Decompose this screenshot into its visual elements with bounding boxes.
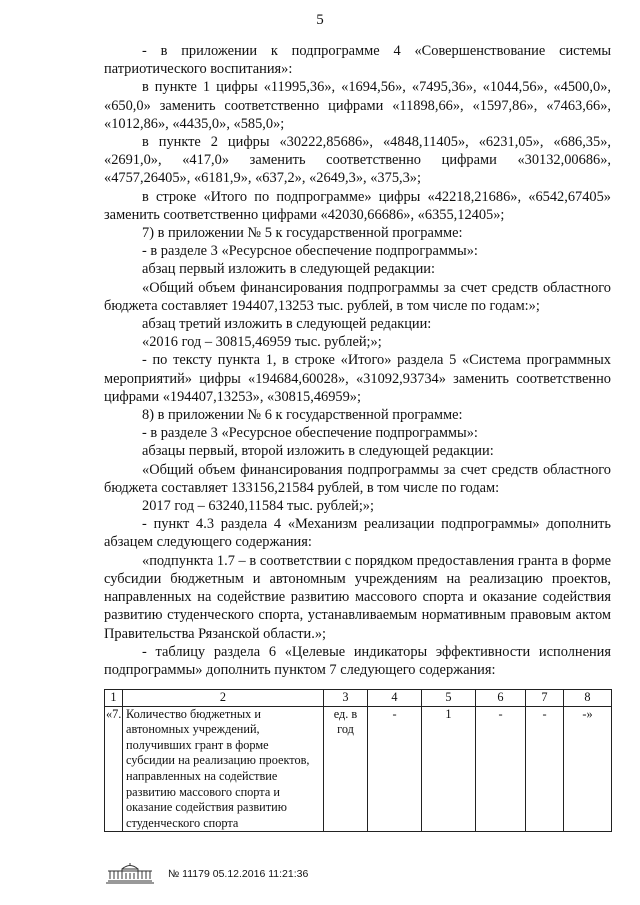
government-building-icon (104, 863, 156, 885)
paragraph: «2016 год – 30815,46959 тыс. рублей;»; (142, 334, 382, 351)
paragraph: - пункт 4.3 раздела 4 «Механизм реализации подпрограммы» дополнить абзацем следующего содержания: (104, 516, 611, 551)
paragraph: «Общий объем финансирования подпрограммы за счет средств областного бюджета составляет 133156,21584 рублей, в том числе по годам: (104, 461, 611, 496)
table-header-cell: 7 (526, 690, 564, 707)
footer (104, 862, 308, 886)
document-body (104, 42, 611, 679)
paragraph: в строке «Итого по подпрограмме» цифры «42218,21686», «6542,67405» заменить соответственно цифрами «42030,66686», «6355,12405»; (104, 188, 611, 223)
table-row (105, 706, 612, 832)
paragraph: - по тексту пункта 1, в строке «Итого» раздела 5 «Система программных мероприятий» цифры «194684,60028», «31092,93734» заменить соответственно цифрами «194407,13253», «30815,46959»; (104, 352, 611, 405)
paragraph: в пункте 1 цифры «11995,36», «1694,56», «7495,36», «1044,56», «4500,0», «650,0» заменить соответственно цифрами «11898,66», «1597,86», «7463,66», «1012,86», «4435,0», «585,0»; (104, 79, 611, 132)
value-cell: -» (564, 706, 612, 832)
table-header-cell: 6 (476, 690, 526, 707)
paragraph: - в разделе 3 «Ресурсное обеспечение подпрограммы»: (142, 425, 478, 442)
value-cell: - (476, 706, 526, 832)
paragraph: «Общий объем финансирования подпрограммы за счет средств областного бюджета составляет 194407,13253 тыс. рублей, в том числе по годам:»; (104, 279, 611, 314)
unit-cell: ед. в год (324, 706, 368, 832)
paragraph: 2017 год – 63240,11584 тыс. рублей;»; (142, 498, 375, 515)
table-header-cell: 2 (123, 690, 324, 707)
paragraph: «подпункта 1.7 – в соответствии с порядком предоставления гранта в форме субсидии бюджетным и автономным учреждениям на реализацию проектов, направленных на содействие развитию массового спорта и оказание содействия развитию студенческого спорта, устанавливаемым нормативным правовым актом Правительства Рязанской области.»; (104, 552, 611, 642)
paragraph: абзац третий изложить в следующей редакции: (142, 316, 432, 333)
paragraph: абзацы первый, второй изложить в следующей редакции: (142, 443, 494, 460)
table-header-row (105, 690, 612, 707)
registration-stamp: № 11179 05.12.2016 11:21:36 (168, 868, 309, 880)
value-cell: - (368, 706, 422, 832)
row-number-cell: «7. (105, 706, 123, 832)
table-header-cell: 3 (324, 690, 368, 707)
paragraph: абзац первый изложить в следующей редакции: (142, 261, 436, 278)
paragraph: - в разделе 3 «Ресурсное обеспечение подпрограммы»: (142, 243, 478, 260)
paragraph: в пункте 2 цифры «30222,85686», «4848,11405», «6231,05», «686,35», «2691,0», «417,0» заменить соответственно цифрами «30132,00686», «4757,26405», «6181,9», «637,2», «2649,3», «375,3»; (104, 134, 611, 187)
table-header-cell: 8 (564, 690, 612, 707)
table-header-cell: 4 (368, 690, 422, 707)
indicator-name-cell: Количество бюджетных и автономных учреждений, получивших грант в форме субсидии на реализацию проектов, направленных на содействие развитию массового спорта и оказание содействия развитию студенческого спорта (123, 706, 324, 832)
paragraph: - в приложении к подпрограмме 4 «Совершенствование системы патриотического воспитания»: (104, 43, 611, 78)
value-cell: - (526, 706, 564, 832)
table-header-cell: 1 (105, 690, 123, 707)
page-number: 5 (316, 12, 324, 28)
paragraph: 8) в приложении № 6 к государственной программе: (142, 407, 463, 424)
indicators-table (104, 689, 612, 832)
table-header-cell: 5 (422, 690, 476, 707)
paragraph: 7) в приложении № 5 к государственной программе: (142, 225, 463, 242)
value-cell: 1 (422, 706, 476, 832)
paragraph: - таблицу раздела 6 «Целевые индикаторы эффективности исполнения подпрограммы» дополнить пунктом 7 следующего содержания: (104, 643, 611, 678)
